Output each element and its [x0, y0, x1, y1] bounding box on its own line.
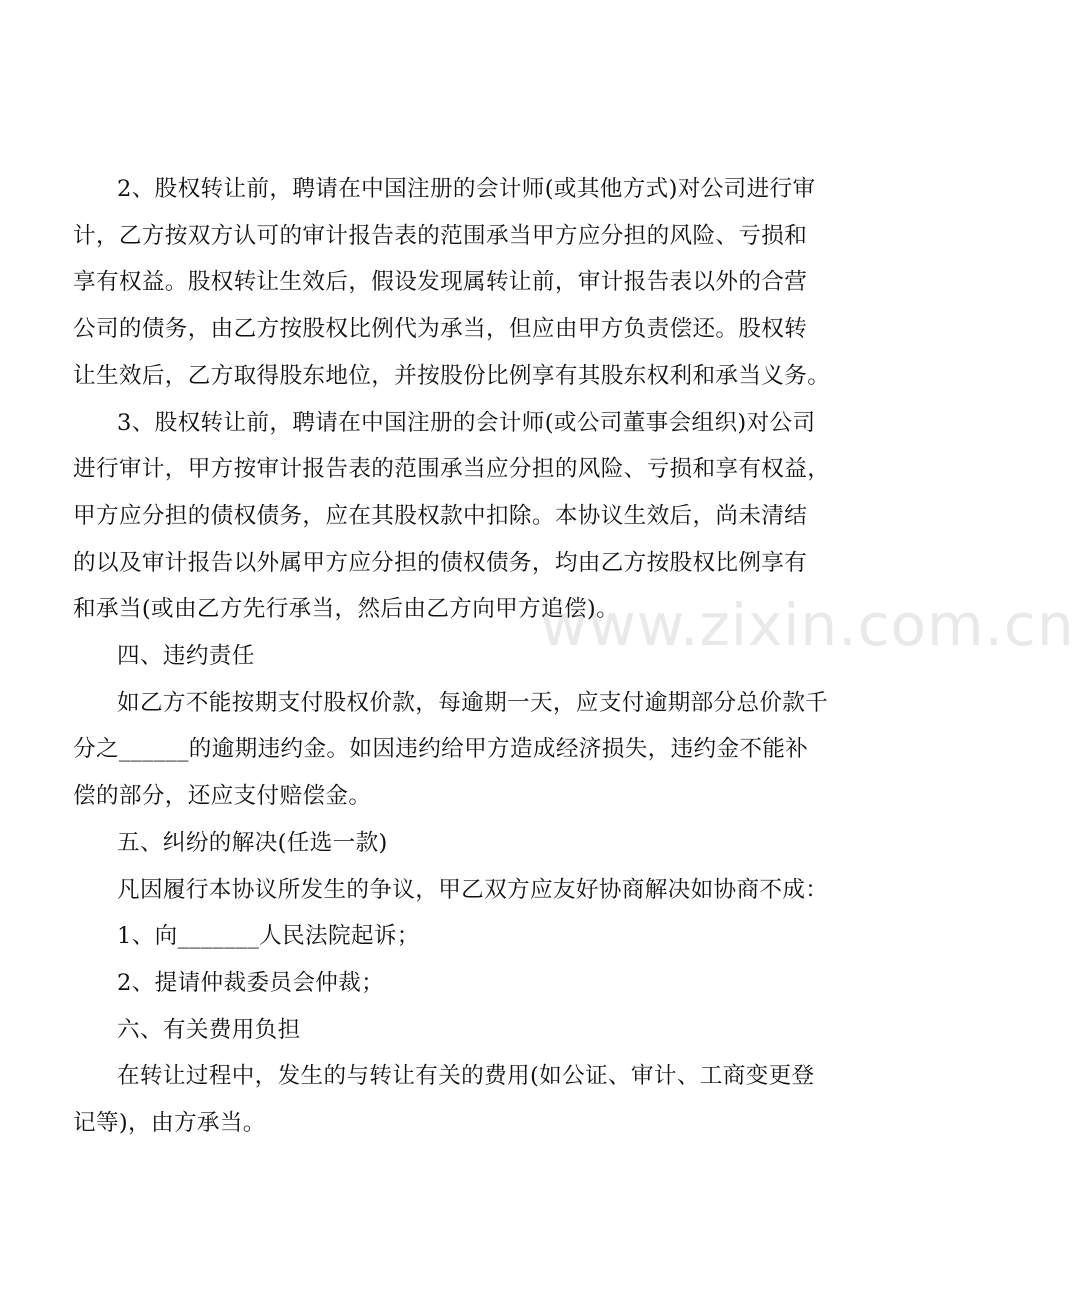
section-4-title: 四、违约责任 [117, 643, 255, 670]
clause-3-paragraph [73, 400, 837, 634]
clause-3-line-5: 和承当(或由乙方先行承当，然后由乙方向甲方追偿)。 [73, 596, 620, 623]
clause-2-line-5: 让生效后，乙方取得股东地位，并按股份比例享有其股东权利和承当义务。 [73, 362, 831, 389]
clause-3-line-2: 进行审计，甲方按审计报告表的范围承当应分担的风险、亏损和享有权益， [73, 456, 831, 483]
clause-2-line-2: 计，乙方按双方认可的审计报告表的范围承当甲方应分担的风险、亏损和 [73, 222, 808, 249]
section-6-line-1: 在转让过程中，发生的与转让有关的费用(如公证、审计、工商变更登 [117, 1063, 815, 1090]
section-6-body [73, 1053, 837, 1146]
section-4-heading [117, 633, 837, 680]
section-5-heading [117, 820, 837, 867]
section-5-option-1-text: 1、向_______人民法院起诉； [117, 923, 420, 950]
clause-3-line-1: 3、股权转让前，聘请在中国注册的会计师(或公司董事会组织)对公司 [117, 409, 816, 436]
clause-2-line-1: 2、股权转让前，聘请在中国注册的会计师(或其他方式)对公司进行审 [117, 176, 816, 202]
section-4-line-1: 如乙方不能按期支付股权价款，每逾期一天，应支付逾期部分总价款千 [117, 689, 829, 716]
section-5-title: 五、纠纷的解决(任选一款) [117, 829, 388, 856]
section-5-option-1 [117, 913, 837, 960]
section-5-option-2-text: 2、提请仲裁委员会仲裁； [117, 969, 385, 996]
section-6-title: 六、有关费用负担 [117, 1016, 301, 1043]
watermark: www.zixin.com.cn [540, 591, 1075, 659]
section-5-option-2 [117, 960, 837, 1007]
clause-2-line-3: 享有权益。股权转让生效后，假设发现属转让前，审计报告表以外的合营 [73, 269, 808, 296]
clause-3-line-4: 的以及审计报告以外属甲方应分担的债权债务，均由乙方按股权比例享有 [73, 549, 808, 576]
section-4-line-2: 分之______的逾期违约金。如因违约给甲方造成经济损失，违约金不能补 [73, 736, 809, 763]
section-5-line-1: 凡因履行本协议所发生的争议，甲乙双方应友好协商解决如协商不成： [117, 876, 829, 903]
section-6-line-2: 记等)，由方承当。 [73, 1110, 266, 1137]
section-6-heading [117, 1007, 837, 1054]
section-4-body [73, 680, 837, 820]
clause-2-paragraph [73, 166, 837, 400]
clause-2-line-4: 公司的债务，由乙方按股权比例代为承当，但应由甲方负责偿还。股权转 [73, 316, 808, 343]
document-body [73, 166, 837, 1147]
clause-3-line-3: 甲方应分担的债权债务，应在其股权款中扣除。本协议生效后，尚未清结 [73, 502, 808, 529]
section-5-body [117, 867, 837, 914]
section-4-line-3: 偿的部分，还应支付赔偿金。 [73, 783, 372, 810]
